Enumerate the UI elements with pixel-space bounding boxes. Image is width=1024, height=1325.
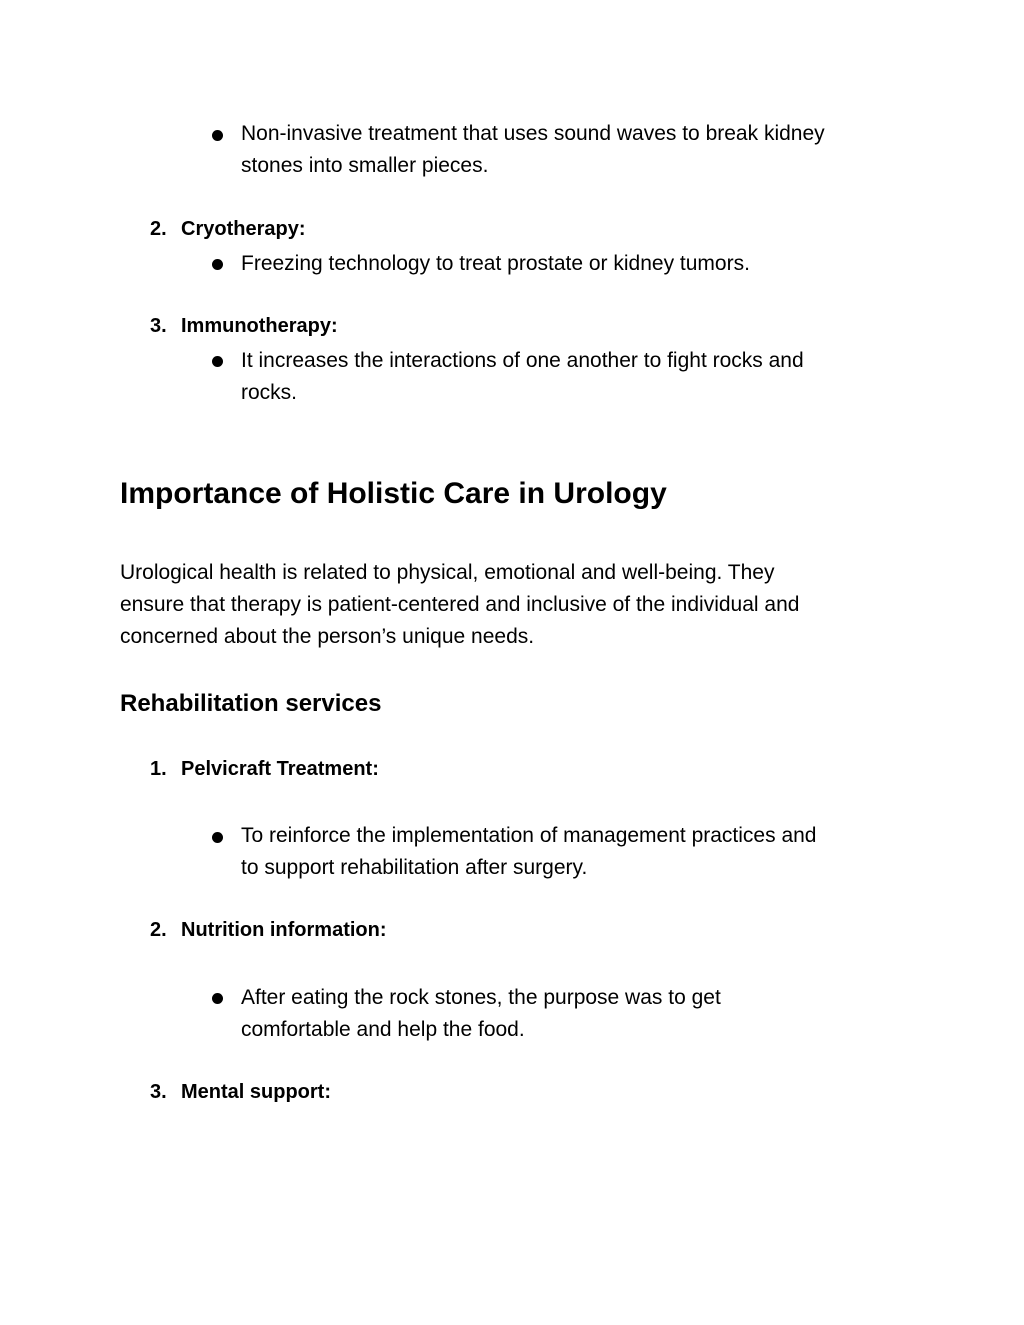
bullet-text-line: It increases the interactions of one another to fight rocks and [241, 349, 804, 372]
paragraph-line: Urological health is related to physical, emotional and well-being. They [120, 561, 775, 584]
bullet-icon [212, 832, 223, 843]
bullet-text-line: After eating the rock stones, the purpose was to get [241, 986, 721, 1009]
bullet-icon [212, 259, 223, 270]
bullet-text-line: to support rehabilitation after surgery. [241, 856, 588, 879]
bullet-text-line: To reinforce the implementation of management practices and [241, 824, 817, 847]
list-number: 2. [150, 218, 167, 240]
paragraph-line: ensure that therapy is patient-centered and inclusive of the individual and [120, 593, 800, 616]
bullet-text-line: stones into smaller pieces. [241, 154, 489, 177]
list-number: 2. [150, 919, 167, 941]
bullet-icon [212, 993, 223, 1004]
list-item-title: Mental support: [181, 1081, 331, 1103]
section-heading: Importance of Holistic Care in Urology [120, 477, 667, 510]
bullet-icon [212, 130, 223, 141]
list-number: 3. [150, 315, 167, 337]
paragraph-line: concerned about the person’s unique needs. [120, 625, 535, 648]
list-item-title: Cryotherapy: [181, 218, 306, 240]
bullet-text-line: Freezing technology to treat prostate or kidney tumors. [241, 252, 750, 275]
bullet-icon [212, 356, 223, 367]
list-number: 3. [150, 1081, 167, 1103]
list-number: 1. [150, 758, 167, 780]
subsection-heading: Rehabilitation services [120, 690, 382, 717]
bullet-text-line: comfortable and help the food. [241, 1018, 525, 1041]
bullet-text-line: Non-invasive treatment that uses sound waves to break kidney [241, 122, 825, 145]
list-item-title: Nutrition information: [181, 919, 387, 941]
bullet-text-line: rocks. [241, 381, 298, 404]
list-item-title: Immunotherapy: [181, 315, 338, 337]
list-item-title: Pelvicraft Treatment: [181, 758, 379, 780]
